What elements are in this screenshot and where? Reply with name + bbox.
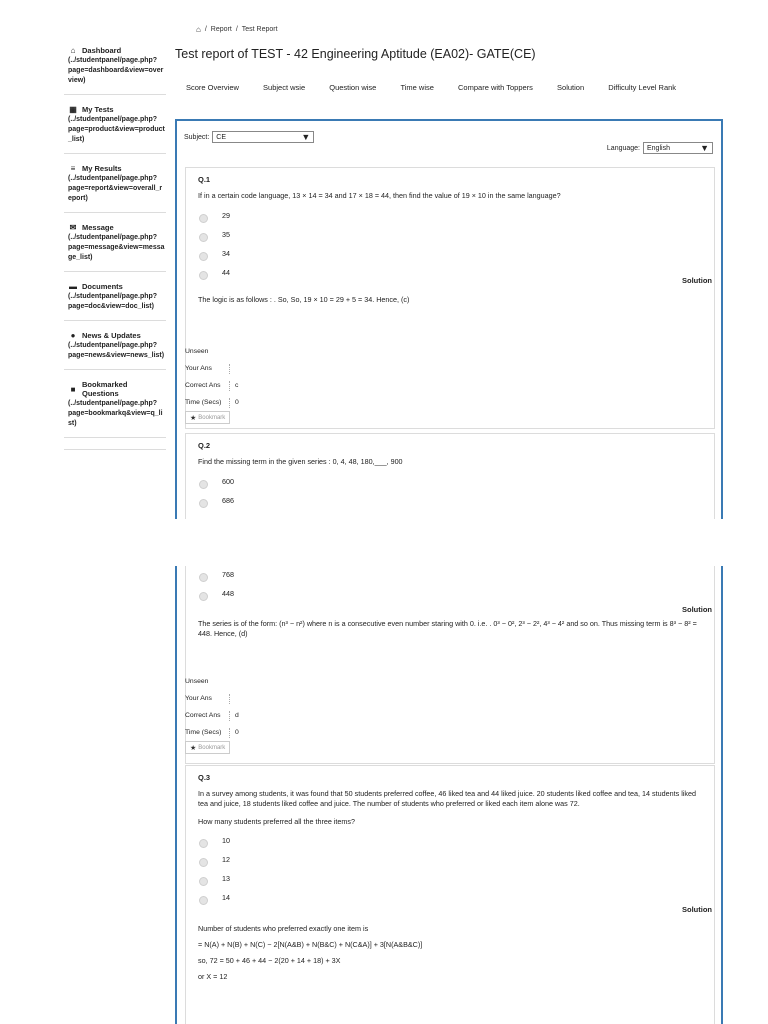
book-icon: ■: [70, 384, 76, 394]
option[interactable]: 448: [199, 584, 714, 603]
sidebar: [64, 42, 166, 450]
breadcrumb-test-report: Test Report: [241, 26, 278, 33]
solution-text: The series is of the form: (n³ − n²) where n is a consecutive even number staring with 0. i.e. . 0³ − 0², 2³ − 2², 4³ − 4² and so on. Thus missing term is 8³ − 8² = 448. Hence, (d): [198, 619, 697, 638]
radio-button[interactable]: [199, 252, 208, 261]
sidebar-item-bookmarked[interactable]: ■ Bookmarked Questions (../studentpanel/page.php? page=bookmarkq&view=q_list): [64, 370, 166, 438]
time-value: 0: [235, 399, 239, 406]
tab-time-wise[interactable]: Time wise: [400, 83, 434, 92]
globe-icon: ●: [70, 331, 76, 340]
tab-question-wise[interactable]: Question wise: [329, 83, 377, 92]
tab-rank[interactable]: Rank: [658, 83, 677, 92]
question-subtext: How many students preferred all the three items?: [198, 817, 356, 826]
language-filter: [607, 142, 713, 154]
option[interactable]: 10: [199, 831, 714, 850]
bookmark-button[interactable]: ★ Bookmark: [185, 411, 230, 424]
answer-meta: Unseen Your Ans Correct Ans d Time (Secs) 0 ★ Bookmark: [185, 673, 239, 754]
breadcrumb: ⌂ / Report / Test Report: [196, 25, 278, 34]
solution-label: Solution: [682, 905, 712, 914]
tab-score-overview[interactable]: Score Overview: [186, 83, 239, 92]
question-card: [185, 167, 715, 429]
correct-answer: c: [235, 382, 239, 389]
sidebar-link[interactable]: (../studentpanel/page.php? page=message&view=message_list): [68, 234, 165, 261]
solution-line: = N(A) + N(B) + N(C) − 2[N(A&B) + N(B&C) + N(C&A)] + 3[N(A&B&C)]: [198, 940, 423, 949]
option[interactable]: 12: [199, 850, 714, 869]
radio-button[interactable]: [199, 896, 208, 905]
radio-button[interactable]: [199, 480, 208, 489]
sidebar-link[interactable]: (../studentpanel/page.php? page=bookmarkq&view=q_list): [68, 400, 163, 427]
message-icon: ✉: [69, 223, 77, 232]
sidebar-link[interactable]: (../studentpanel/page.php? page=doc&view=doc_list): [68, 293, 158, 310]
solution-label: Solution: [682, 605, 712, 614]
radio-button[interactable]: [199, 592, 208, 601]
solution-line: or X = 12: [198, 972, 228, 981]
sidebar-item-message[interactable]: ✉ Message (../studentpanel/page.php? page=message&view=message_list): [64, 213, 166, 272]
language-label: Language:: [606, 144, 640, 152]
option[interactable]: 34: [199, 244, 714, 263]
solution-label: Solution: [682, 276, 712, 285]
option[interactable]: 686: [199, 491, 714, 510]
radio-button[interactable]: [199, 271, 208, 280]
solution-text: The logic is as follows : . So, So, 19 × 10 = 29 + 5 = 34. Hence, (c): [198, 295, 410, 304]
option[interactable]: 13: [199, 869, 714, 888]
radio-button[interactable]: [199, 858, 208, 867]
question-card: [185, 765, 715, 1024]
results-icon: ≡: [70, 164, 76, 173]
radio-button[interactable]: [199, 233, 208, 242]
solution-line: so, 72 = 50 + 46 + 44 − 2(20 + 14 + 18) + 3X: [198, 956, 341, 965]
folder-icon: ▬: [69, 282, 77, 291]
dropdown-arrow-icon: ▼: [700, 142, 709, 153]
home-icon: ⌂: [70, 46, 76, 55]
time-value: 0: [235, 729, 239, 736]
question-text: Find the missing term in the given series : 0, 4, 48, 180,___, 900: [198, 457, 403, 466]
radio-button[interactable]: [199, 839, 208, 848]
subject-select[interactable]: CE ▼: [212, 131, 314, 143]
home-icon[interactable]: ⌂: [196, 25, 201, 34]
sidebar-link[interactable]: (../studentpanel/page.php? page=report&view=overall_report): [68, 175, 163, 202]
option[interactable]: 35: [199, 225, 714, 244]
sidebar-item-news[interactable]: ● News & Updates (../studentpanel/page.php? page=news&view=news_list): [64, 321, 166, 370]
dropdown-arrow-icon: ▼: [301, 131, 311, 142]
language-select[interactable]: English ▼: [643, 142, 713, 154]
option[interactable]: 768: [199, 566, 714, 584]
report-tabs: [186, 75, 716, 101]
sidebar-item-dashboard[interactable]: ⌂ Dashboard (../studentpanel/page.php? page=dashboard&view=overview): [64, 42, 166, 95]
sidebar-divider: [64, 438, 166, 450]
sidebar-link[interactable]: (../studentpanel/page.php? page=news&view=news_list): [68, 342, 165, 359]
option[interactable]: 29: [199, 206, 714, 225]
question-number: Q.1: [198, 175, 211, 184]
star-icon: ★: [190, 744, 197, 752]
question-number: Q.2: [198, 441, 211, 450]
subject-label: Subject:: [184, 133, 210, 141]
tab-compare-toppers[interactable]: Compare with Toppers: [458, 83, 533, 92]
sidebar-item-my-tests[interactable]: ▦ My Tests (../studentpanel/page.php? page=product&view=product_list): [64, 95, 166, 154]
radio-button[interactable]: [199, 499, 208, 508]
solution-line: Number of students who preferred exactly one item is: [198, 924, 369, 933]
star-icon: ★: [190, 414, 197, 422]
option[interactable]: 44: [199, 263, 714, 282]
sidebar-link[interactable]: (../studentpanel/page.php? page=dashboard&view=overview): [68, 57, 164, 84]
tab-solution[interactable]: Solution: [557, 83, 585, 92]
question-card: [185, 566, 715, 764]
question-text: If in a certain code language, 13 × 14 = 34 and 17 × 18 = 44, then find the value of 19 × 10 in the same language?: [198, 191, 561, 200]
correct-answer: d: [235, 712, 239, 719]
sidebar-item-documents[interactable]: ▬ Documents (../studentpanel/page.php? page=doc&view=doc_list): [64, 272, 166, 321]
option[interactable]: 600: [199, 472, 714, 491]
radio-button[interactable]: [199, 877, 208, 886]
solution-panel: [175, 119, 723, 519]
answer-meta: Unseen Your Ans Correct Ans c Time (Secs) 0 ★ Bookmark: [185, 343, 239, 424]
page-title: Test report of TEST - 42 Engineering Aptitude (EA02)- GATE(CE): [175, 47, 536, 61]
sidebar-link[interactable]: (../studentpanel/page.php? page=product&view=product_list): [68, 116, 165, 143]
question-card: [185, 433, 715, 519]
solution-panel-continued: [175, 566, 723, 1024]
tests-icon: ▦: [69, 105, 77, 114]
option[interactable]: 14: [199, 888, 714, 907]
question-text: In a survey among students, it was found that 50 students preferred coffee, 46 liked tea and 44 liked juice. 20 students liked coffee and tea, 14 students liked tea and juice, 18 students liked coffee and juice. The number of students who preferred or liked each item alone was 72.: [198, 789, 696, 808]
status-text: Unseen: [185, 678, 209, 685]
question-number: Q.3: [198, 773, 211, 782]
tab-subject-wise[interactable]: Subject wsie: [263, 83, 306, 92]
sidebar-item-my-results[interactable]: ≡ My Results (../studentpanel/page.php? page=report&view=overall_report): [64, 154, 166, 213]
breadcrumb-report[interactable]: Report: [210, 26, 232, 33]
subject-filter: [184, 131, 314, 143]
radio-button[interactable]: [199, 214, 208, 223]
bookmark-button[interactable]: ★ Bookmark: [185, 741, 230, 754]
radio-button[interactable]: [199, 573, 208, 582]
status-text: Unseen: [185, 348, 209, 355]
tab-difficulty[interactable]: Difficulty Level: [608, 83, 657, 92]
